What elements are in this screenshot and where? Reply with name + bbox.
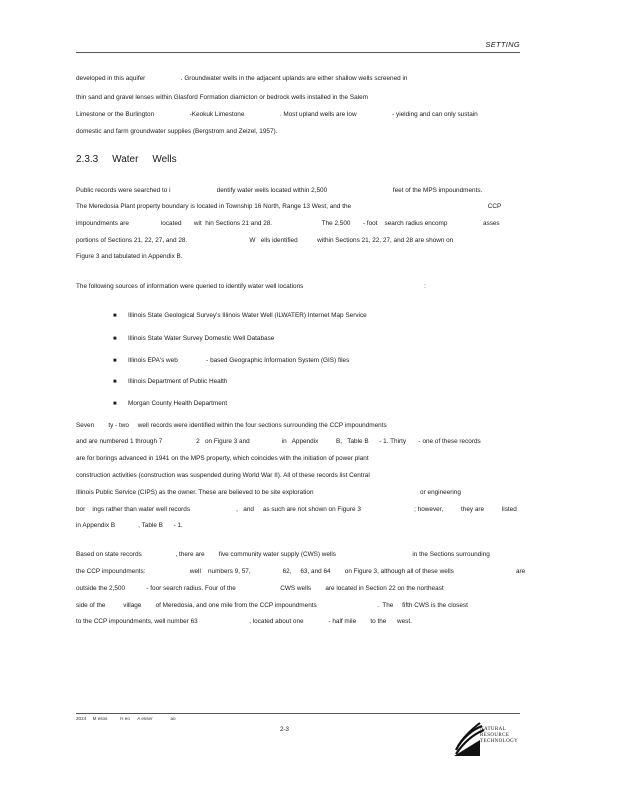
footer-left-text: 2024 M esos H eo A esser ao	[76, 716, 176, 721]
paragraph-line: to the CCP impoundments, well number 63 , located about one - half mile to the west.	[76, 618, 412, 625]
bullet-icon: ■	[113, 336, 117, 342]
source-item: Illinois Department of Public Health	[128, 378, 228, 385]
paragraph-line: Figure 3 and tabulated in Appendix B.	[76, 253, 183, 260]
paragraph-line: The Meredosia Plant property boundary is located in Township 16 North, Range 13 West, and the CCP	[76, 203, 502, 210]
running-header: SETTING	[485, 40, 520, 49]
bullet-icon: ■	[113, 313, 117, 319]
source-item: Illinois State Geological Survey's Illinois Water Well (ILWATER) Internet Map Service	[128, 312, 367, 319]
bullet-icon: ■	[113, 358, 117, 364]
source-item: Morgan County Health Department	[128, 400, 228, 407]
intro-line: domestic and farm groundwater supplies (Bergstrom and Zeizel, 1957).	[76, 128, 278, 135]
section-heading: 2.3.3 Water Wells	[76, 154, 177, 165]
logo-wordmark	[480, 727, 518, 746]
source-item: Illinois EPA's web - based Geographic Information System (GIS) files	[128, 357, 350, 364]
paragraph-line: impoundments are located wit hin Sections 21 and 28. The 2,500 - foot search radius encomp asses	[76, 220, 500, 227]
paragraph-line: Illinois Public Service (CIPS) as the owner. These are believed to be site exploration or engineering	[76, 489, 461, 496]
intro-line: thin sand and gravel lenses within Glasford Formation diamicton or bedrock wells installed in the Salem	[76, 94, 368, 101]
paragraph-line: the CCP impoundments: well numbers 9, 57, 62, 63, and 64 on Figure 3, although all of these wells are	[76, 568, 526, 575]
paragraph-line: are for borings advanced in 1941 on the MPS property, which coincides with the initiation of power plant	[76, 455, 369, 462]
paragraph-line: outside the 2,500 - foor search radius. Four of the CWS wells are located in Section 22 on the northeast	[76, 585, 444, 592]
intro-line: Limestone or the Burlington -Keokuk Limestone . Most upland wells are low - yielding and can only sustain	[76, 111, 478, 118]
bullet-icon: ■	[113, 401, 117, 407]
header-rule	[76, 52, 520, 53]
paragraph-line: The following sources of information were queried to identify water well locations :	[76, 283, 426, 290]
paragraph-line: Public records were searched to i dentify water wells located within 2,500 feet of the MPS impoundments.	[76, 187, 483, 194]
paragraph-line: in Appendix B , Table B - 1.	[76, 522, 183, 529]
footer-rule	[76, 713, 520, 714]
logo-line: RESOURCE	[480, 733, 510, 739]
bullet-icon: ■	[113, 379, 117, 385]
paragraph-line: portions of Sections 21, 22, 27, and 28. W ells identified within Sections 21, 22, 27, and 28 are shown on	[76, 237, 454, 244]
logo-line: NATURAL	[480, 727, 507, 732]
paragraph-line: Seven ty - two well records were identified within the four sections surrounding the CCP impoundments	[76, 422, 387, 429]
paragraph-line: side of the village of Meredosia, and one mile from the CCP impoundments . The fifth CWS is the closest	[76, 602, 468, 609]
paragraph-line: construction activities (construction was suspended during World War II). All of these records list Central	[76, 472, 370, 479]
source-item: Illinois State Water Survey Domestic Well Database	[128, 335, 275, 342]
paragraph-line: bor ings rather than water well records , and as such are not shown on Figure 3 ; however, they are listed	[76, 506, 517, 513]
intro-line: developed in this aquifer . Groundwater wells in the adjacent uplands are either shallow wells screened in	[76, 75, 408, 82]
paragraph-line: and are numbered 1 through 7 2 on Figure 3 and in Appendix B, Table B - 1. Thirty - one of these records	[76, 438, 481, 445]
paragraph-line: Based on state records , there are five community water supply (CWS) wells in the Sections surrounding	[76, 551, 490, 558]
page-number: 2-3	[280, 726, 289, 733]
logo-line: TECHNOLOGY	[480, 739, 519, 745]
